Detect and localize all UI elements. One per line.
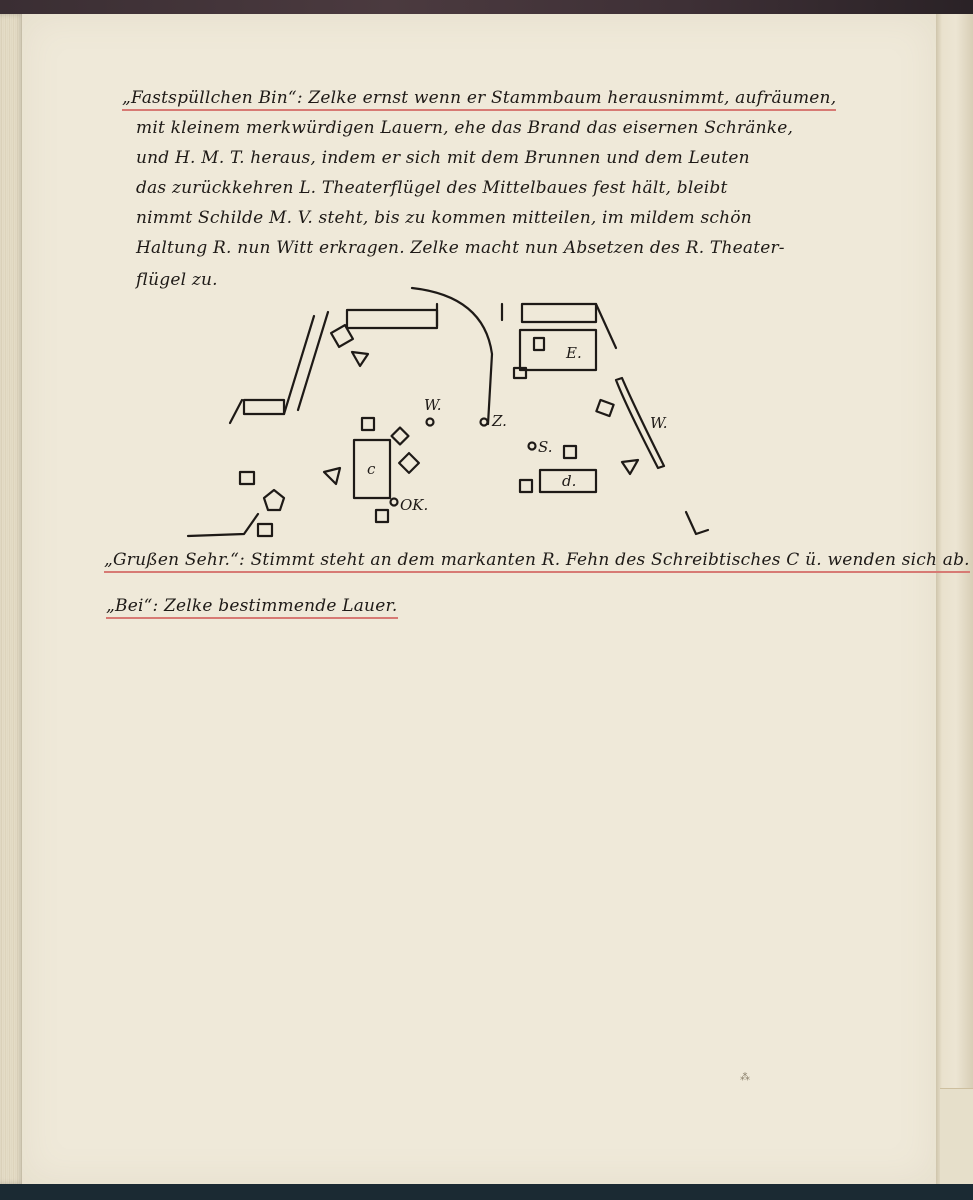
position-w [427, 419, 434, 426]
round-table [264, 490, 284, 510]
chair-3 [362, 418, 374, 430]
label-w-right: W. [650, 414, 668, 432]
exit-mark [686, 512, 708, 534]
position-z [481, 419, 488, 426]
label-ok: OK. [400, 496, 429, 514]
chair-e [534, 338, 544, 350]
manuscript-page [22, 14, 970, 1184]
book-cover-bottom-edge [0, 1184, 973, 1200]
left-flat [244, 400, 284, 414]
text-line-8 [104, 550, 970, 570]
page-stack-left-edge [0, 14, 24, 1184]
stage-cue-2: „Grußen Sehr.“: Stimmt steht an dem markanten R. Fehn des Schreibtisches C ü. wenden sich ab. [104, 550, 970, 573]
label-z: Z. [492, 412, 507, 430]
text-line-3: und H. M. T. heraus, indem er sich mit dem Brunnen und dem Leuten [136, 148, 750, 168]
text-line-5: nimmt Schilde M. V. steht, bis zu kommen mitteilen, im mildem schön [136, 208, 752, 228]
text-line-2: mit kleinem merkwürdigen Lauern, ehe das Brand das eisernen Schränke, [136, 118, 794, 138]
chair-6 [324, 468, 340, 484]
chair-5 [399, 453, 419, 473]
chair-7 [376, 510, 388, 522]
chair-2 [352, 352, 368, 366]
chair-8 [240, 472, 254, 484]
stage-cue-label: „Fastspüllchen Bin“: Zelke ernst wenn er Stammbaum herausnimmt, aufräumen, [122, 88, 836, 111]
text-line-7: flügel zu. [136, 270, 218, 290]
text-line-9 [106, 596, 398, 616]
back-wall-left [347, 310, 437, 328]
chair-9 [258, 524, 272, 536]
chair-10 [596, 400, 613, 416]
back-wall-right-slope [596, 304, 616, 348]
chair-12 [564, 446, 576, 458]
position-s [529, 443, 536, 450]
label-w-top: W. [424, 396, 442, 414]
left-diagonal-wall-inner [298, 312, 328, 410]
position-ok [391, 499, 398, 506]
stage-cue-3: „Bei“: Zelke bestimmende Lauer. [106, 596, 398, 619]
left-diagonal-wall [284, 316, 314, 414]
label-e: E. [566, 344, 582, 362]
text-line-6: Haltung R. nun Witt erkragen. Zelke macht nun Absetzen des R. Theater- [136, 238, 785, 258]
label-d: d. [562, 472, 577, 490]
text-line-4: das zurückkehren L. Theaterflügel des Mittelbaues fest hält, bleibt [136, 178, 728, 198]
chair-13 [520, 480, 532, 492]
left-floor-line [188, 514, 258, 536]
label-s: S. [538, 438, 553, 456]
page-stack-right-edge [936, 14, 973, 1184]
stage-diagram [22, 14, 936, 554]
chair-4 [392, 428, 409, 445]
page-corner-tab [940, 1088, 973, 1185]
back-wall-right [522, 304, 596, 322]
label-c: c [367, 460, 376, 478]
page-speck-mark: ⁂ [740, 1072, 750, 1083]
chair-11 [622, 460, 638, 474]
table-e [520, 330, 596, 370]
left-wall-line [230, 400, 242, 423]
